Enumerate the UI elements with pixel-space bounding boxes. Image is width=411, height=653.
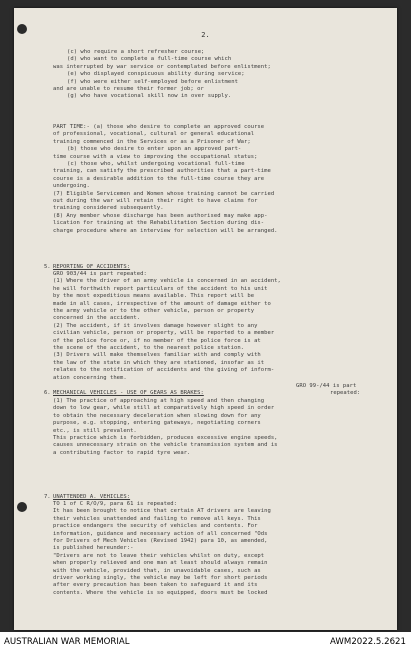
text-line: training considered subsequently.	[53, 205, 164, 212]
text-line: concerned in the accident.	[53, 315, 141, 322]
text-line: for Drivers of Mech Vehicles (Revised 1942) para 10, as amended,	[53, 538, 268, 545]
text-line: down to low gear, while still at comparatively high speed in order	[53, 405, 275, 412]
text-line: undergoing.	[53, 183, 90, 190]
text-line: GRO 903/44 is part repeated:	[53, 271, 147, 277]
text-line: of the police force or, if no member of the police force is at	[53, 337, 261, 344]
text-line: (8) Any member whose discharge has been authorised may make app-	[53, 212, 268, 219]
text-line: after every precaution has been taken to safeguard it and its	[53, 582, 258, 589]
section-5-body	[53, 271, 383, 382]
text-line: course is a desirable addition to the full-time course they are	[53, 175, 265, 182]
text-line: (d) who want to complete a full-time course which	[67, 56, 232, 63]
text-line: out during the war will retain their right to have claims for	[53, 198, 258, 205]
text-line: etc., is still prevalent.	[53, 427, 137, 434]
text-line: It has been brought to notice that certain AT drivers are leaving	[53, 508, 271, 515]
text-line: civilian vehicle, person or property, will be reported to a member	[53, 330, 275, 337]
text-line: (c) those who, whilst undergoing vocational full-time	[67, 161, 245, 168]
text-line: (1) The practice of approaching at high speed and then changing	[53, 398, 265, 404]
text-line: training, can satisfy the prescribed authorities that a part-time	[53, 168, 271, 175]
text-line: (1) Where the driver of an army vehicle is concerned in an accident,	[53, 278, 281, 285]
section-6-repeated: repeated:	[330, 390, 361, 396]
footer-institution: AUSTRALIAN WAR MEMORIAL	[4, 637, 130, 647]
section-7-number: 7.	[44, 494, 51, 500]
text-line: (e) who displayed conspicuous ability during service;	[67, 71, 245, 78]
text-line: training commenced in the Services or as a Prisoner of War;	[53, 138, 251, 145]
text-line: PART TIME:- (a) those who desire to complete an approved course	[53, 124, 265, 130]
text-line: with the vehicle, provided that, in unavoidable cases, such as	[53, 567, 261, 574]
text-line: to obtain the necessary deceleration when slowing down for any	[53, 412, 261, 419]
text-line: TO 1 of C R/O/9, para 61 is repeated:	[53, 501, 177, 507]
text-line: (2) The accident, if it involves damage however slight to any	[53, 322, 258, 329]
text-line: lication for training at the Rehabilitation Section during dis-	[53, 220, 265, 227]
section-6-body	[53, 398, 383, 457]
text-line: (7) Eligible Servicemen and Women whose training cannot be carried	[53, 190, 275, 197]
text-line: (b) those who desire to enter upon an approved part-	[67, 146, 242, 153]
text-line: charge procedure where an interview for selection will be arranged.	[53, 227, 278, 234]
text-line: practice endangers the security of vehicles and contents. For	[53, 523, 258, 530]
text-line: the law of the state in which they are stationed, insofar as it	[53, 359, 265, 366]
footer-bar	[0, 632, 411, 653]
text-line: their vehicles unattended and failing to remove all keys. This	[53, 515, 261, 522]
section-6-number: 6.	[44, 390, 51, 396]
section-5-heading: REPORTING OF ACCIDENTS:	[53, 264, 131, 270]
section-7-heading: UNATTENDED A. VEHICLES:	[53, 494, 131, 500]
text-line: (f) who were either self-employed before enlistment	[67, 78, 238, 85]
text-line: causes unnecessary strain on the vehicle transmission system and is	[53, 442, 278, 449]
text-line: the scene of the accident, to the nearest police station.	[53, 345, 245, 352]
text-line: by the most expeditious means available. This report will be	[53, 293, 255, 300]
text-line: driver working singly, the vehicle may be left for short periods	[53, 575, 268, 582]
text-line: (3) Drivers will make themselves familiar with and comply with	[53, 352, 261, 359]
text-line: (g) who have vocational skill now in over supply.	[67, 93, 232, 100]
text-line: and are unable to resume their former job; or	[53, 86, 204, 93]
footer-catalogue-id: AWM2022.5.2621	[330, 637, 406, 647]
text-line: he will forthwith report particulars of the accident to his unit	[53, 285, 268, 292]
section-7-body	[53, 501, 383, 597]
text-line: This practice which is forbidden, produces excessive engine speeds,	[53, 435, 278, 442]
intro-list	[53, 49, 383, 101]
section-6-gro-ref: GRO 99-/44 is part	[296, 383, 357, 389]
text-line: of professional, vocational, cultural or general educational	[53, 131, 255, 138]
text-line: ation concerning them.	[53, 374, 127, 381]
section-5-number: 5.	[44, 264, 51, 270]
text-line: time course with a view to improving the occupational status;	[53, 153, 258, 160]
text-line: when properly relieved and one man at least should always remain	[53, 560, 268, 567]
text-line: purpose, e.g. stopping, entering gateways, negotiating corners	[53, 420, 261, 427]
text-line: relates to the notification of accidents and the giving of inform-	[53, 367, 275, 374]
text-line: "Drivers are not to leave their vehicles whilst on duty, except	[53, 552, 265, 559]
text-line: contents. Where the vehicle is so equipped, doors must be locked	[53, 589, 268, 596]
page-number: 2.	[201, 31, 210, 39]
punch-hole-bottom	[17, 502, 27, 512]
part-time-section	[53, 124, 383, 235]
text-line: information, guidance and necessary action of all concerned "Ods	[53, 530, 268, 537]
text-line: a contributing factor to rapid tyre wear.	[53, 449, 191, 456]
text-line: was interrupted by war service or contemplated before enlistment;	[53, 63, 271, 70]
text-line: is published hereunder:-	[53, 545, 134, 552]
document-page	[14, 8, 397, 630]
text-line: made in all cases, irrespective of the amount of damage either to	[53, 300, 271, 307]
text-line: (c) who require a short refresher course;	[67, 49, 205, 55]
section-6-heading: MECHANICAL VEHICLES - USE OF GEARS AS BRAKES:	[53, 390, 204, 396]
text-line: the army vehicle or to the other vehicle, person or property	[53, 308, 255, 315]
